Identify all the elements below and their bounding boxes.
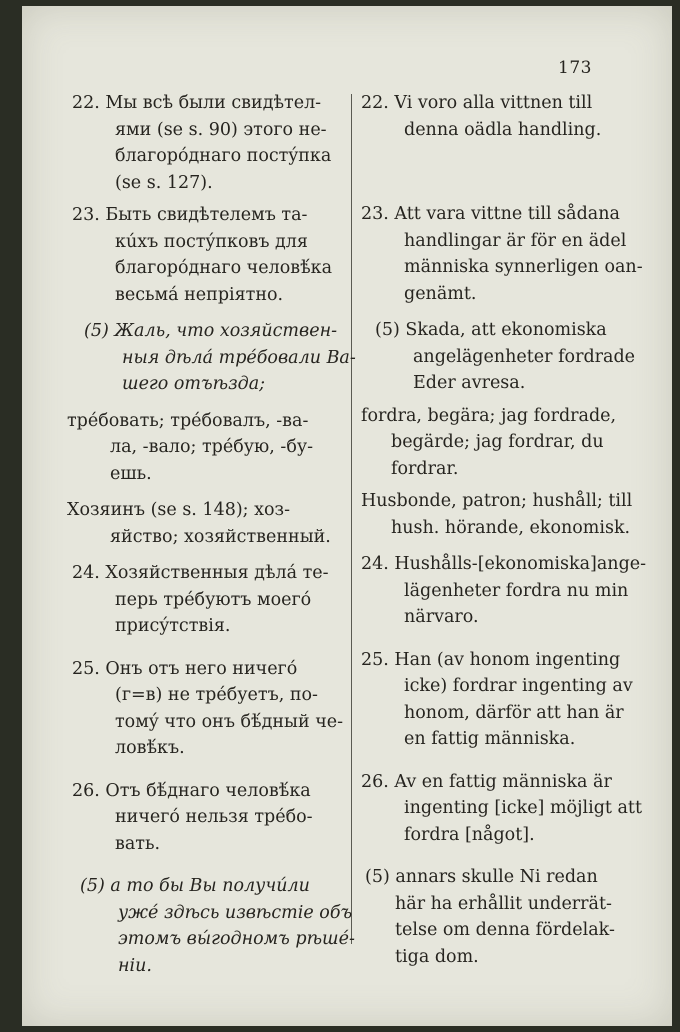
text-line: Husbonde, patron; hushåll; till [361,491,633,511]
text-line: 22. Vi voro alla vittnen till [361,93,593,113]
sentence-26-ru [72,778,340,858]
text-line: fordra, begära; jag fordrade, [361,405,617,426]
sentence-26-sv [361,769,642,849]
sentence-25-sv [361,647,633,753]
text-line: (5) Жаль, что хозяйствен- [84,321,338,341]
note-5b-ru [72,873,355,979]
text-line: människa synnerligen oan- [404,257,643,277]
text-line: ныя дѣлá трéбовали Ва- [122,347,356,368]
text-line: ла, -вало; трéбую, -бу- [110,437,314,457]
sentence-23-sv [361,201,643,307]
text-line: (5) Skada, att ekonomiska [375,320,607,340]
text-line: ingenting [icke] möjligt att [404,798,642,818]
text-line: begärde; jag fordrar, du [391,432,604,452]
text-line: присýтствія. [115,616,231,636]
text-line: icke) fordrar ingenting av [404,676,633,696]
text-line: denna oädla handling. [404,119,602,140]
text-line: (se s. 127). [115,172,213,193]
text-line: этомъ вы́годномъ рѣшé- [118,929,355,949]
text-line: 24. Hushålls-[ekonomiska]ange- [361,554,647,574]
vocab-trebovat [67,408,340,488]
text-line: en fattig människa. [404,729,576,749]
swedish-column [351,90,647,970]
sentence-24-sv [361,551,647,631]
text-line: 24. Хозяйственныя дѣлá те- [72,563,329,583]
text-line: ловѣ́къ. [115,738,185,758]
text-line: genämt. [404,283,477,304]
text-line: шего отъѣзда; [122,374,266,394]
text-line: вать. [115,833,161,854]
note-5a-ru [72,318,356,398]
text-line: кúхъ постýпковъ для [115,231,308,252]
russian-column [67,90,356,979]
text-line: благорóднаго человѣ́ка [115,258,333,278]
text-line: Eder avresa. [413,373,526,393]
vocab-fordra [361,403,626,483]
book-page [22,6,672,1026]
text-line: благорóднаго постýпка [115,146,332,166]
note-5a-sv [361,317,636,397]
text-line: (5) а то бы Вы получúли [80,876,310,896]
text-line: ничегó нельзя трéбо- [115,807,313,827]
text-line: (г=в) не трéбуетъ, по- [115,685,318,705]
text-line: 25. Han (av honom ingenting [361,649,621,670]
text-line: перь трéбуютъ моегó [115,589,312,610]
text-line: 23. Att vara vittne till sådana [361,204,620,224]
text-line: 26. Отъ бѣ́днаго человѣ́ка [72,780,311,801]
sentence-22-ru [72,90,340,196]
text-line: трéбовать; трéбовалъ, -ва- [67,410,309,431]
text-line: 25. Онъ отъ него ничегó [72,658,298,679]
text-line: här ha erhållit underrät- [395,893,612,914]
sentence-22-sv [361,90,626,143]
text-line: яйство; хозяйственный. [110,526,331,547]
text-line: ужé здѣсь извѣстіе объ [118,902,353,923]
sentence-25-ru [72,656,344,762]
text-line: hush. hörande, ekonomisk. [391,517,631,538]
text-line: fordra [något]. [404,824,535,845]
text-line: томý что онъ бѣ́дный че- [115,711,344,732]
text-line: närvaro. [404,607,479,627]
text-line: tiga dom. [395,946,479,967]
text-line: 23. Быть свидѣтелемъ та- [72,205,308,225]
text-line: angelägenheter fordrade [413,346,636,367]
sentence-24-ru [72,560,340,640]
text-line: lägenheter fordra nu min [404,580,629,601]
text-line: ніи. [118,955,152,976]
text-line: 26. Av en fattig människa är [361,771,612,792]
text-line: весьмá непріятно. [115,284,284,305]
vocab-husbonde [361,488,633,541]
note-5b-sv [361,864,626,970]
text-line: handlingar är för en ädel [404,230,627,251]
text-line: (5) annars skulle Ni redan [365,867,598,887]
sentence-23-ru [72,202,340,308]
text-line: Хозяинъ (se s. 148); хоз- [67,500,290,520]
text-line: telse om denna fördelak- [395,920,615,940]
text-line: 22. Мы всѣ были свидѣтел- [72,93,322,113]
text-line: honom, därför att han är [404,702,624,723]
text-line: ями (se s. 90) этого не- [115,119,327,140]
page-number: 173 [558,58,592,78]
text-line: ешь. [110,463,152,484]
vocab-hozyain [67,497,340,550]
text-line: fordrar. [391,458,459,479]
